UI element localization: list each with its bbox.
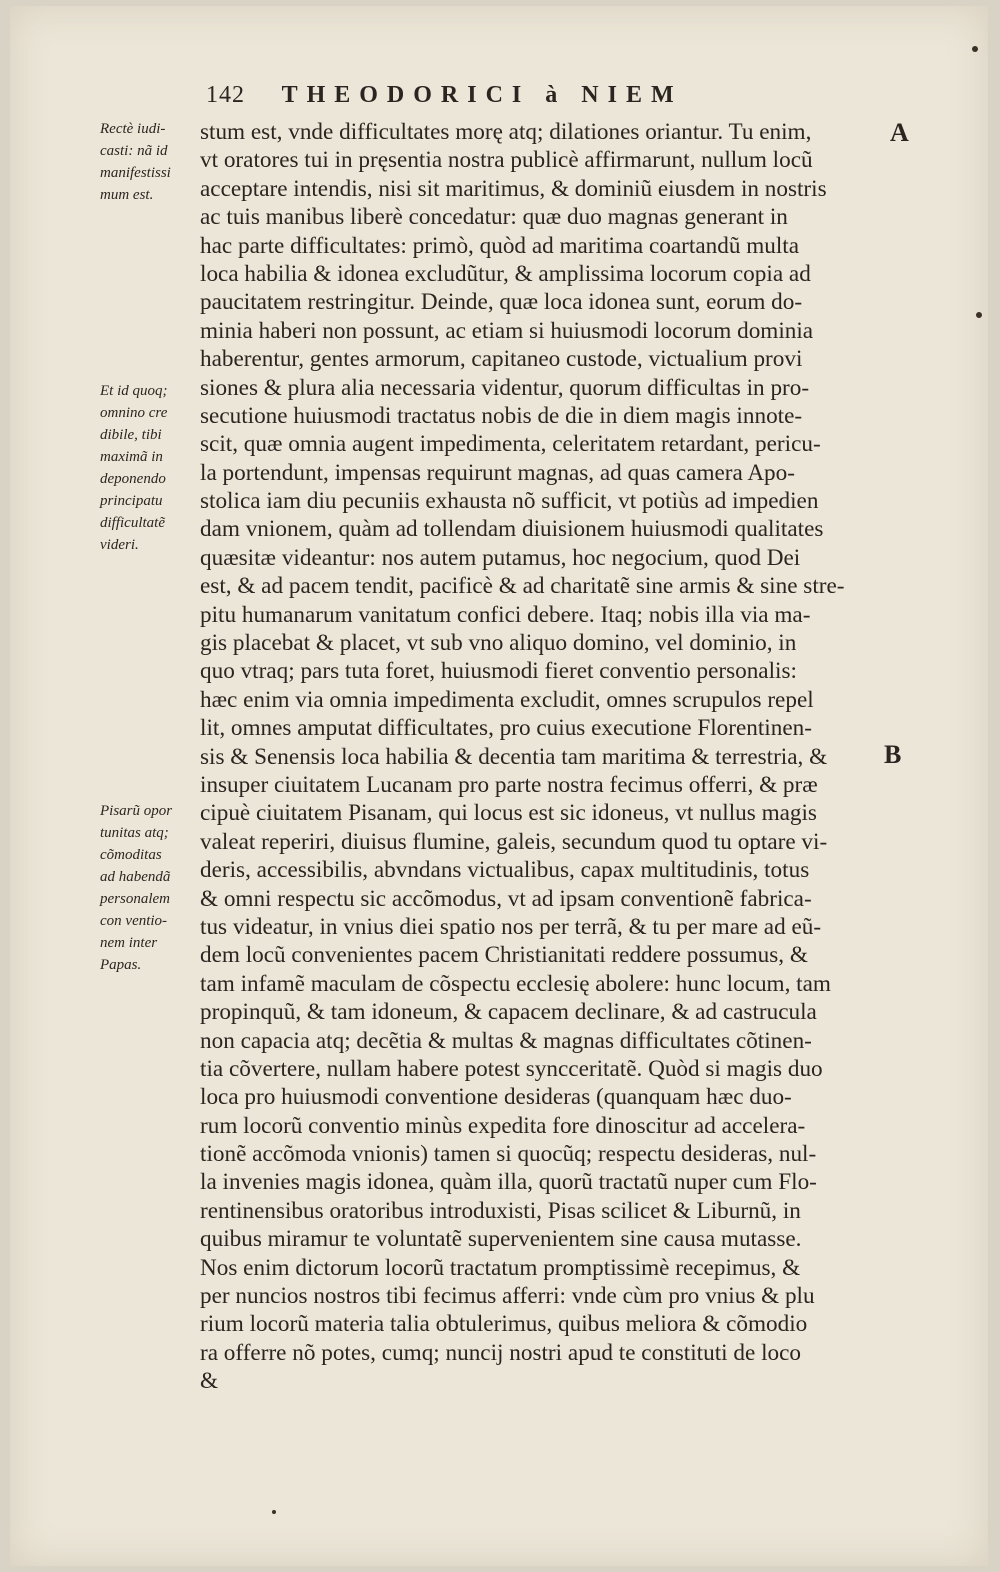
ink-speck: [972, 46, 978, 52]
text-line: ac tuis manibus liberè concedatur: quæ duo magnas generant in: [200, 204, 788, 231]
marginal-note-line: Pisarũ opor: [100, 803, 173, 819]
text-line: & omni respectu sic accõmodus, vt ad ipsam conventionẽ fabrica-: [200, 885, 812, 912]
text-line: quo vtraq; pars tuta foret, huiusmodi fieret conventio personalis:: [200, 658, 797, 685]
marginal-note-line: tunitas atq;: [100, 825, 169, 841]
text-line: insuper ciuitatem Lucanam pro parte nostra fecimus offerri, & præ: [200, 771, 818, 798]
marginal-note-line: con ventio-: [100, 913, 168, 929]
marginal-note-line: deponendo: [100, 471, 166, 487]
text-line: per nuncios nostros tibi fecimus afferri: vnde cùm pro vnius & plu: [200, 1283, 815, 1310]
text-line: ra offerre nõ potes, cumq; nuncij nostri apud te constituti de loco: [200, 1339, 802, 1366]
marginal-note-line: Et id quoq;: [100, 383, 168, 399]
text-line: valeat reperiri, diuisus flumine, galeis, secundum quod tu optare vi-: [200, 828, 828, 855]
text-line: hac parte difficultates: primò, quòd ad maritima coartandũ multa: [200, 232, 800, 259]
text-line: haberentur, gentes armorum, capitaneo custode, victualium provi: [200, 346, 803, 373]
text-line: pitu humanarum vanitatum confici debere. Itaq; nobis illa via ma-: [200, 601, 811, 628]
text-line: deris, accessibilis, abvndans victualibus, capax multitudinis, totus: [200, 857, 810, 884]
book-page: [10, 6, 988, 1566]
text-line: stum est, vnde difficultates morę atq; dilationes oriantur. Tu enim,: [200, 119, 812, 145]
marginal-note-line: omnino cre: [100, 405, 168, 421]
marginal-note: [100, 118, 196, 206]
text-line: acceptare intendis, nisi sit maritimus, & dominiũ eiusdem in nostris: [200, 175, 827, 202]
marginal-note-line: mum est.: [100, 187, 154, 203]
running-title: THEODORICI à NIEM: [281, 82, 683, 108]
marginal-note-line: videri.: [100, 537, 139, 553]
section-letter-b: B: [884, 740, 902, 769]
text-line: Nos enim dictorum locorũ tractatum promptissimè recepimus, &: [200, 1254, 801, 1281]
section-letter-a: A: [890, 118, 909, 147]
marginal-note-line: cõmoditas: [100, 847, 162, 863]
text-line: &: [200, 1368, 219, 1395]
text-line: rium locorũ materia talia obtulerimus, quibus meliora & cõmodio: [200, 1311, 808, 1338]
main-text-block: [200, 118, 890, 1396]
text-line: quibus miramur te voluntatẽ supervenientem sine causa mutasse.: [200, 1226, 802, 1253]
text-line: est, & ad pacem tendit, pacificè & ad charitatẽ sine armis & sine stre-: [200, 573, 845, 600]
marginal-note-line: casti: nã id: [100, 143, 168, 159]
marginal-note: [100, 380, 196, 556]
marginal-note-line: dibile, tibi: [100, 427, 162, 443]
text-line: sis & Senensis loca habilia & decentia tam maritima & terrestria, &: [200, 743, 828, 770]
ink-speck: [272, 1510, 276, 1514]
text-line: gis placebat & placet, vt sub vno aliquo domino, vel dominio, in: [200, 630, 797, 657]
text-line: rum locorũ conventio minùs expedita fore dinoscitur ad accelera-: [200, 1112, 806, 1139]
text-line: tus videatur, in vnius diei spatio nos per terrã, & tu per mare ad eũ-: [200, 913, 822, 940]
text-line: paucitatem restringitur. Deinde, quæ loca idonea sunt, eorum do-: [200, 289, 803, 316]
text-line: scit, quæ omnia augent impedimenta, celeritatem retardant, pericu-: [200, 431, 821, 458]
marginal-note-line: personalem: [100, 891, 170, 907]
marginal-note-line: difficultatẽ: [100, 515, 165, 531]
text-line: dem locũ convenientes pacem Christianitati reddere possumus, &: [200, 942, 808, 969]
text-line: dam vnionem, quàm ad tollendam diuisionem huiusmodi qualitates: [200, 516, 824, 543]
marginal-note-line: principatu: [100, 493, 163, 509]
text-line: la portendunt, impensas requirunt magnas, ad quas camera Apo-: [200, 459, 795, 486]
ink-speck: [976, 312, 982, 318]
text-line: loca habilia & idonea excludũtur, & amplissima locorum copia ad: [200, 260, 811, 287]
marginal-note-line: manifestissi: [100, 165, 171, 181]
text-line: loca pro huiusmodi conventione desideras (quanquam hæc duo-: [200, 1084, 792, 1111]
text-line: non capacia atq; decẽtia & multas & magnas difficultates cõtinen-: [200, 1027, 812, 1054]
text-line: vt oratores tui in pręsentia nostra publicè affirmarunt, nullum locũ: [200, 147, 813, 174]
text-line: tia cõvertere, nullam habere potest syncceritatẽ. Quòd si magis duo: [200, 1055, 823, 1082]
text-line: la invenies magis idonea, quàm illa, quorũ tractatũ nuper cum Flo-: [200, 1169, 817, 1196]
marginal-note-line: maximã in: [100, 449, 163, 465]
marginal-note-line: Rectè iudi-: [100, 121, 166, 137]
text-line: stolica iam diu pecuniis exhausta nõ sufficit, vt potiùs ad impedien: [200, 488, 819, 515]
folio-number: 142: [206, 82, 245, 108]
text-line: tam infamẽ maculam de cõspectu ecclesię abolere: hunc locum, tam: [200, 970, 831, 997]
marginal-note: [100, 800, 196, 976]
text-line: minia haberi non possunt, ac etiam si huiusmodi locorum dominia: [200, 317, 814, 344]
text-line: lit, omnes amputat difficultates, pro cuius executione Florentinen-: [200, 715, 812, 742]
text-line: rentinensibus oratoribus introduxisti, Pisas scilicet & Liburnũ, in: [200, 1197, 801, 1224]
text-line: cipuè ciuitatem Pisanam, qui locus est sic idoneus, vt nullus magis: [200, 800, 817, 827]
text-line: siones & plura alia necessaria videntur, quorum difficultas in pro-: [200, 374, 810, 401]
marginal-note-line: ad habendã: [100, 869, 171, 885]
running-header: [206, 82, 683, 110]
text-line: secutione huiusmodi tractatus nobis de die in diem magis innote-: [200, 402, 803, 429]
text-line: hæc enim via omnia impedimenta excludit, omnes scrupulos repel: [200, 686, 814, 713]
text-line: quæsitæ videantur: nos autem putamus, hoc negocium, quod Dei: [200, 544, 801, 571]
text-line: propinquũ, & tam idoneum, & capacem declinare, & ad castrucula: [200, 999, 817, 1026]
text-line: tionẽ accõmoda vnionis) tamen si quocũq; respectu desideras, nul-: [200, 1141, 817, 1168]
marginal-note-line: Papas.: [100, 957, 142, 973]
marginal-note-line: nem inter: [100, 935, 158, 951]
